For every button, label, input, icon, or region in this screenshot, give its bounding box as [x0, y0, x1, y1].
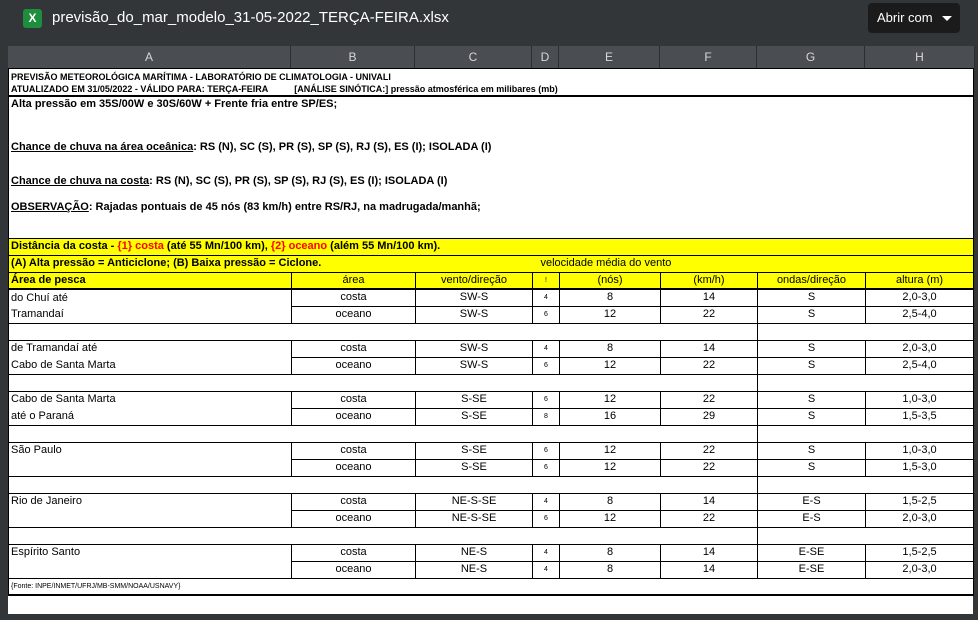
coast-rain-label: Chance de chuva na costa: [11, 174, 150, 187]
cell-kmh[interactable]: 22: [661, 391, 758, 408]
cell-knots[interactable]: 16: [560, 408, 661, 425]
header-knots: (nós): [560, 272, 661, 289]
observation-note: [9, 198, 974, 238]
header-wind: vento/direção: [416, 272, 533, 289]
cell-waves[interactable]: S: [758, 391, 866, 408]
cell-waves[interactable]: E-SE: [758, 544, 866, 561]
cell-bf[interactable]: 6: [533, 510, 560, 527]
spacer-cell: [758, 527, 974, 544]
cell-wind[interactable]: S-SE: [416, 459, 533, 476]
cell-height[interactable]: 2,0-3,0: [866, 510, 974, 527]
cell-wind[interactable]: SW-S: [416, 306, 533, 323]
cell-waves[interactable]: S: [758, 442, 866, 459]
distance-prefix: Distância da costa -: [11, 240, 118, 252]
cell-area[interactable]: do Chuí até: [9, 289, 292, 306]
cell-bf[interactable]: 4: [533, 544, 560, 561]
cell-bf[interactable]: 6: [533, 357, 560, 374]
cell-wind[interactable]: NE-S-SE: [416, 493, 533, 510]
cell-kmh[interactable]: 14: [661, 493, 758, 510]
cell-zone[interactable]: costa: [292, 544, 416, 561]
header-beaufort: !: [533, 272, 560, 289]
cell-height[interactable]: 1,5-3,0: [866, 459, 974, 476]
column-header-h[interactable]: H: [865, 46, 975, 68]
distance-legend: [9, 238, 974, 255]
cell-wind[interactable]: S-SE: [416, 408, 533, 425]
column-header-b[interactable]: B: [291, 46, 415, 68]
cell-height[interactable]: 1,5-2,5: [866, 493, 974, 510]
column-header-f[interactable]: F: [660, 46, 757, 68]
column-header-a[interactable]: A: [8, 46, 291, 68]
table-row: [9, 493, 974, 510]
cell-knots[interactable]: 12: [560, 391, 661, 408]
cell-knots[interactable]: 8: [560, 289, 661, 306]
cell-wind[interactable]: S-SE: [416, 391, 533, 408]
file-title: previsão_do_mar_modelo_31-05-2022_TERÇA-FEIRA.xlsx: [52, 9, 449, 26]
column-header-g[interactable]: G: [757, 46, 865, 68]
cell-wind[interactable]: SW-S: [416, 357, 533, 374]
spacer-cell: [758, 374, 974, 391]
cell-wind[interactable]: NE-S: [416, 544, 533, 561]
cell-area[interactable]: Rio de Janeiro: [9, 493, 292, 510]
header-waves: ondas/direção: [758, 272, 866, 289]
header-height: altura (m): [866, 272, 974, 289]
cell-zone[interactable]: oceano: [292, 408, 416, 425]
table-row: [9, 510, 974, 527]
spacer-cell: [9, 527, 758, 544]
distance-ocean: {2} oceano: [270, 240, 328, 252]
spacer-cell: [9, 374, 758, 391]
cell-area[interactable]: [9, 459, 292, 476]
header-kmh: (km/h): [661, 272, 758, 289]
header-line-2: [9, 83, 974, 96]
cell-kmh[interactable]: 22: [661, 306, 758, 323]
pressure-legend: (A) Alta pressão = Anticiclone; (B) Baixa pressão = Ciclone.: [9, 255, 533, 272]
cell-area[interactable]: Cabo de Santa Marta: [9, 357, 292, 374]
cell-knots[interactable]: 8: [560, 493, 661, 510]
cell-kmh[interactable]: 14: [661, 561, 758, 578]
spacer-row: [9, 323, 974, 340]
cell-zone[interactable]: oceano: [292, 306, 416, 323]
column-header-c[interactable]: C: [415, 46, 532, 68]
cell-area[interactable]: Espírito Santo: [9, 544, 292, 561]
coast-rain-text: : RS (N), SC (S), PR (S), SP (S), RJ (S), ES (I); ISOLADA (I): [149, 174, 448, 187]
cell-wind[interactable]: NE-S-SE: [416, 510, 533, 527]
cell-zone[interactable]: costa: [292, 442, 416, 459]
ocean-rain-text: : RS (N), SC (S), PR (S), SP (S), RJ (S), ES (I); ISOLADA (I): [193, 140, 492, 153]
header-line-1: PREVISÃO METEOROLÓGICA MARÍTIMA - LABORATÓRIO DE CLIMATOLOGIA - UNIVALI: [9, 69, 974, 84]
column-header-bar: [8, 46, 975, 68]
cell-wind[interactable]: SW-S: [416, 289, 533, 306]
row-gutter: [0, 46, 8, 620]
cell-height[interactable]: 2,0-3,0: [866, 340, 974, 357]
spacer-cell: [9, 323, 758, 340]
cell-zone[interactable]: costa: [292, 493, 416, 510]
table-row: [9, 289, 974, 306]
spacer-cell: [9, 476, 758, 493]
cell-bf[interactable]: 4: [533, 493, 560, 510]
cell-bf[interactable]: 8: [533, 408, 560, 425]
cell-height[interactable]: 2,0-3,0: [866, 289, 974, 306]
cell-height[interactable]: 2,0-3,0: [866, 561, 974, 578]
cell-wind[interactable]: S-SE: [416, 442, 533, 459]
header-area: Área de pesca: [9, 272, 292, 289]
table-row: [9, 561, 974, 578]
synoptic-note: Alta pressão em 35S/00W e 30S/60W + Frente fria entre SP/ES;: [9, 96, 974, 130]
cell-knots[interactable]: 8: [560, 561, 661, 578]
caret-down-icon: [942, 16, 952, 21]
cell-kmh[interactable]: 22: [661, 442, 758, 459]
cell-bf[interactable]: 6: [533, 459, 560, 476]
cell-zone[interactable]: costa: [292, 340, 416, 357]
cell-kmh[interactable]: 22: [661, 459, 758, 476]
cell-knots[interactable]: 12: [560, 459, 661, 476]
cell-height[interactable]: 1,0-3,0: [866, 442, 974, 459]
table-row: [9, 357, 974, 374]
cell-knots[interactable]: 8: [560, 340, 661, 357]
cell-area[interactable]: [9, 510, 292, 527]
cell-bf[interactable]: 6: [533, 306, 560, 323]
header-synoptic: [ANÁLISE SINÓTICA:] pressão atmosférica em milibares (mb): [294, 84, 558, 94]
observation-label: OBSERVAÇÃO: [11, 201, 89, 213]
cell-waves[interactable]: S: [758, 459, 866, 476]
distance-coast: {1} costa: [117, 240, 164, 252]
cell-area[interactable]: São Paulo: [9, 442, 292, 459]
spacer-cell: [758, 323, 974, 340]
cell-knots[interactable]: 12: [560, 306, 661, 323]
cell-knots[interactable]: 12: [560, 357, 661, 374]
cell-waves[interactable]: E-S: [758, 493, 866, 510]
cell-bf[interactable]: 4: [533, 289, 560, 306]
cell-waves[interactable]: S: [758, 306, 866, 323]
column-header-d[interactable]: D: [532, 46, 559, 68]
cell-zone[interactable]: costa: [292, 391, 416, 408]
cell-bf[interactable]: 6: [533, 442, 560, 459]
cell-knots[interactable]: 8: [560, 544, 661, 561]
cell-waves[interactable]: E-S: [758, 510, 866, 527]
cell-kmh[interactable]: 22: [661, 510, 758, 527]
cell-height[interactable]: 2,5-4,0: [866, 357, 974, 374]
cell-height[interactable]: 1,0-3,0: [866, 391, 974, 408]
cell-area[interactable]: até o Paraná: [9, 408, 292, 425]
cell-height[interactable]: 2,5-4,0: [866, 306, 974, 323]
table-row: [9, 544, 974, 561]
cell-area[interactable]: Tramandaí: [9, 306, 292, 323]
cell-area[interactable]: de Tramandaí até: [9, 340, 292, 357]
spacer-cell: [758, 425, 974, 442]
cell-kmh[interactable]: 22: [661, 357, 758, 374]
excel-file-icon: X: [23, 9, 42, 28]
spacer-cell: [9, 425, 758, 442]
spacer-row: [9, 476, 974, 493]
cell-waves[interactable]: E-SE: [758, 561, 866, 578]
cell-area[interactable]: Cabo de Santa Marta: [9, 391, 292, 408]
cell-area[interactable]: [9, 561, 292, 578]
source-note: {Fonte: INPE/INMET/UFRJ/MB-SMM/NOAA/USNAVY}: [9, 578, 974, 595]
header-updated: ATUALIZADO EM 31/05/2022 - VÁLIDO PARA: TERÇA-FEIRA: [11, 84, 269, 94]
cell-height[interactable]: 1,5-3,5: [866, 408, 974, 425]
table-row: [9, 408, 974, 425]
observation-text: : Rajadas pontuais de 45 nós (83 km/h) entre RS/RJ, na madrugada/manhã;: [88, 201, 481, 213]
cell-waves[interactable]: S: [758, 357, 866, 374]
cell-kmh[interactable]: 14: [661, 289, 758, 306]
distance-suffix: (além 55 Mn/100 km).: [327, 240, 441, 252]
cell-height[interactable]: 1,5-2,5: [866, 544, 974, 561]
cell-bf[interactable]: 4: [533, 561, 560, 578]
cell-zone[interactable]: costa: [292, 289, 416, 306]
cell-kmh[interactable]: 14: [661, 544, 758, 561]
header-zone: área: [292, 272, 416, 289]
cell-bf[interactable]: 6: [533, 391, 560, 408]
cell-wind[interactable]: SW-S: [416, 340, 533, 357]
open-with-button[interactable]: [868, 3, 960, 33]
distance-mid: (até 55 Mn/100 km),: [163, 240, 271, 252]
table-row: [9, 306, 974, 323]
file-preview-topbar: [0, 0, 978, 46]
cell-waves[interactable]: S: [758, 289, 866, 306]
ocean-rain-label: Chance de chuva na área oceânica: [11, 140, 194, 153]
spacer-row: [9, 374, 974, 391]
cell-zone[interactable]: oceano: [292, 459, 416, 476]
cell-knots[interactable]: 12: [560, 442, 661, 459]
cell-bf[interactable]: 4: [533, 340, 560, 357]
open-with-label: Abrir com: [877, 10, 933, 25]
cell-kmh[interactable]: 14: [661, 340, 758, 357]
spacer-cell: [758, 476, 974, 493]
coast-rain-note: [9, 164, 974, 198]
cell-zone[interactable]: oceano: [292, 561, 416, 578]
cell-wind[interactable]: NE-S: [416, 561, 533, 578]
table-row: [9, 391, 974, 408]
cell-zone[interactable]: oceano: [292, 510, 416, 527]
spacer-row: [9, 425, 974, 442]
cell-knots[interactable]: 12: [560, 510, 661, 527]
speed-title: velocidade média do vento: [533, 255, 974, 272]
source-row: [9, 578, 974, 595]
spreadsheet-grid[interactable]: [8, 68, 973, 614]
spacer-row: [9, 527, 974, 544]
cell-zone[interactable]: oceano: [292, 357, 416, 374]
table-row: [9, 442, 974, 459]
cell-waves[interactable]: S: [758, 408, 866, 425]
column-header-e[interactable]: E: [559, 46, 660, 68]
cell-waves[interactable]: S: [758, 340, 866, 357]
ocean-rain-note: [9, 130, 974, 164]
forecast-table: [8, 68, 974, 596]
table-row: [9, 459, 974, 476]
table-row: [9, 340, 974, 357]
cell-kmh[interactable]: 29: [661, 408, 758, 425]
